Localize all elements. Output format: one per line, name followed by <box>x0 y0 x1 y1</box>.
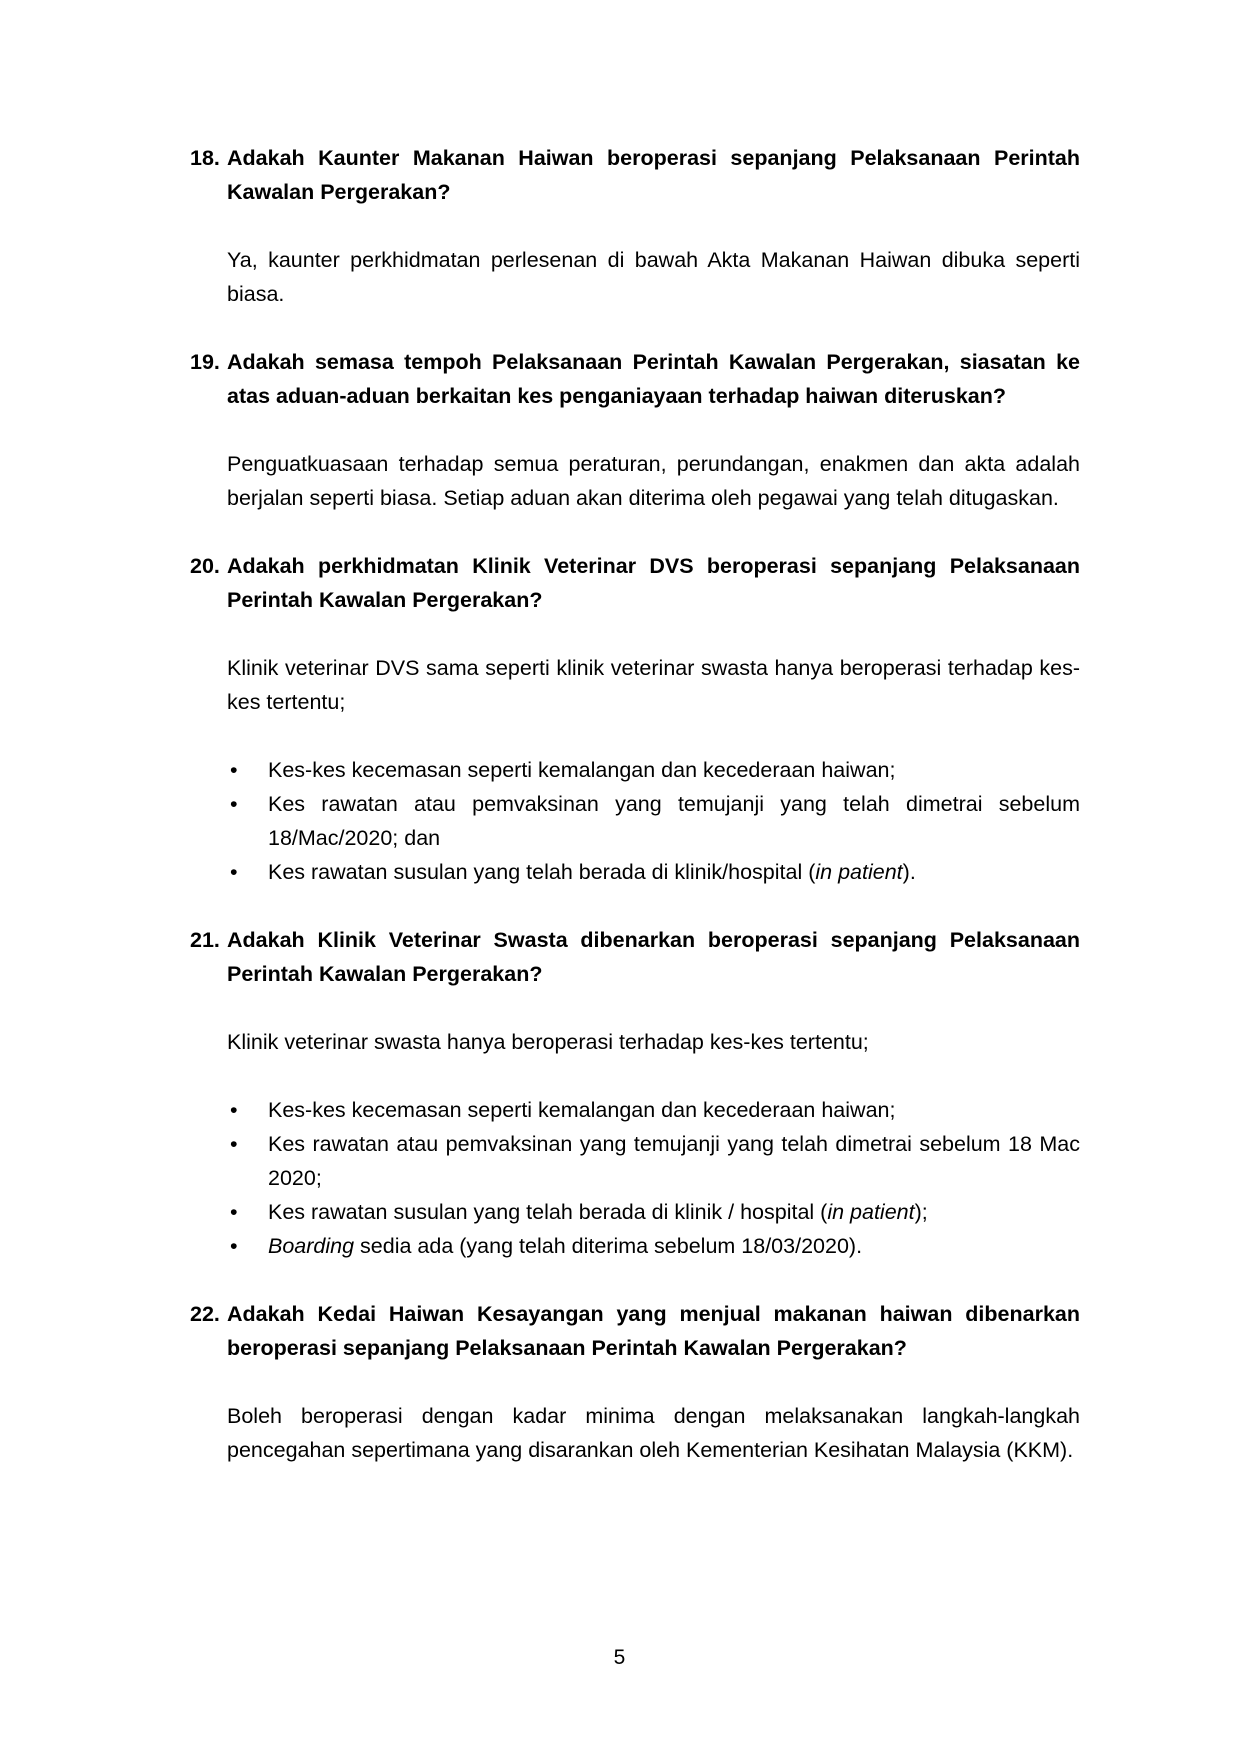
bullet-text: Kes-kes kecemasan seperti kemalangan dan kecederaan haiwan; <box>268 758 896 782</box>
bullet-list <box>190 1093 1080 1263</box>
question-text: Adakah Kaunter Makanan Haiwan beroperasi sepanjang Pelaksanaan Perintah Kawalan Pergerakan? <box>227 146 1080 204</box>
faq-question <box>190 549 1080 617</box>
bullet-text: Kes-kes kecemasan seperti kemalangan dan kecederaan haiwan; <box>268 1098 896 1122</box>
question-number: 18. <box>190 146 220 170</box>
faq-question <box>190 345 1080 413</box>
bullet-text: Kes rawatan atau pemvaksinan yang temujanji yang telah dimetrai sebelum 18/Mac/2020; dan <box>268 792 1080 850</box>
bullet-list <box>190 753 1080 889</box>
answer-text: Klinik veterinar DVS sama seperti klinik veterinar swasta hanya beroperasi terhadap kes-kes tertentu; <box>227 656 1080 714</box>
faq-section <box>190 923 1080 1263</box>
bullet-item <box>190 753 1080 787</box>
answer-text: Penguatkuasaan terhadap semua peraturan, perundangan, enakmen dan akta adalah berjalan seperti biasa. Setiap aduan akan diterima oleh pegawai yang telah ditugaskan. <box>227 452 1080 510</box>
faq-section <box>190 1297 1080 1467</box>
bullet-text: Kes rawatan susulan yang telah berada di klinik/hospital (in patient). <box>268 860 916 884</box>
faq-question <box>190 923 1080 991</box>
bullet-dot-icon: • <box>230 1200 238 1224</box>
answer-text: Ya, kaunter perkhidmatan perlesenan di bawah Akta Makanan Haiwan dibuka seperti biasa. <box>227 248 1080 306</box>
answer-text: Klinik veterinar swasta hanya beroperasi terhadap kes-kes tertentu; <box>227 1030 869 1054</box>
question-text: Adakah Klinik Veterinar Swasta dibenarkan beroperasi sepanjang Pelaksanaan Perintah Kawalan Pergerakan? <box>227 928 1080 986</box>
bullet-dot-icon: • <box>230 860 238 884</box>
bullet-item <box>190 787 1080 855</box>
bullet-text: Boarding sedia ada (yang telah diterima sebelum 18/03/2020). <box>268 1234 863 1258</box>
bullet-dot-icon: • <box>230 758 238 782</box>
faq-answer <box>190 651 1080 719</box>
bullet-text: Kes rawatan atau pemvaksinan yang temujanji yang telah dimetrai sebelum 18 Mac 2020; <box>268 1132 1080 1190</box>
bullet-item <box>190 855 1080 889</box>
bullet-dot-icon: • <box>230 1132 238 1156</box>
faq-answer <box>190 243 1080 311</box>
bullet-text: Kes rawatan susulan yang telah berada di klinik / hospital (in patient); <box>268 1200 928 1224</box>
question-text: Adakah semasa tempoh Pelaksanaan Perintah Kawalan Pergerakan, siasatan ke atas aduan-aduan berkaitan kes penganiayaan terhadap haiwan diteruskan? <box>227 350 1080 408</box>
bullet-dot-icon: • <box>230 1098 238 1122</box>
faq-question <box>190 1297 1080 1365</box>
faq-section <box>190 549 1080 889</box>
page-number: 5 <box>613 1646 626 1669</box>
faq-answer <box>190 447 1080 515</box>
bullet-item <box>190 1127 1080 1195</box>
question-text: Adakah Kedai Haiwan Kesayangan yang menjual makanan haiwan dibenarkan beroperasi sepanjang Pelaksanaan Perintah Kawalan Pergerakan? <box>227 1302 1080 1360</box>
faq-list <box>190 141 1080 1501</box>
bullet-dot-icon: • <box>230 1234 238 1258</box>
faq-answer <box>190 1399 1080 1467</box>
faq-question <box>190 141 1080 209</box>
bullet-item <box>190 1195 1080 1229</box>
question-number: 19. <box>190 350 220 374</box>
faq-section <box>190 141 1080 311</box>
question-number: 20. <box>190 554 220 578</box>
question-number: 22. <box>190 1302 220 1326</box>
faq-section <box>190 345 1080 515</box>
question-number: 21. <box>190 928 220 952</box>
faq-answer <box>190 1025 1080 1059</box>
page-footer <box>0 1641 1239 1675</box>
answer-text: Boleh beroperasi dengan kadar minima dengan melaksanakan langkah-langkah pencegahan sepertimana yang disarankan oleh Kementerian Kesihatan Malaysia (KKM). <box>227 1404 1080 1462</box>
bullet-item <box>190 1229 1080 1263</box>
question-text: Adakah perkhidmatan Klinik Veterinar DVS beroperasi sepanjang Pelaksanaan Perintah Kawalan Pergerakan? <box>227 554 1080 612</box>
bullet-item <box>190 1093 1080 1127</box>
bullet-dot-icon: • <box>230 792 238 816</box>
